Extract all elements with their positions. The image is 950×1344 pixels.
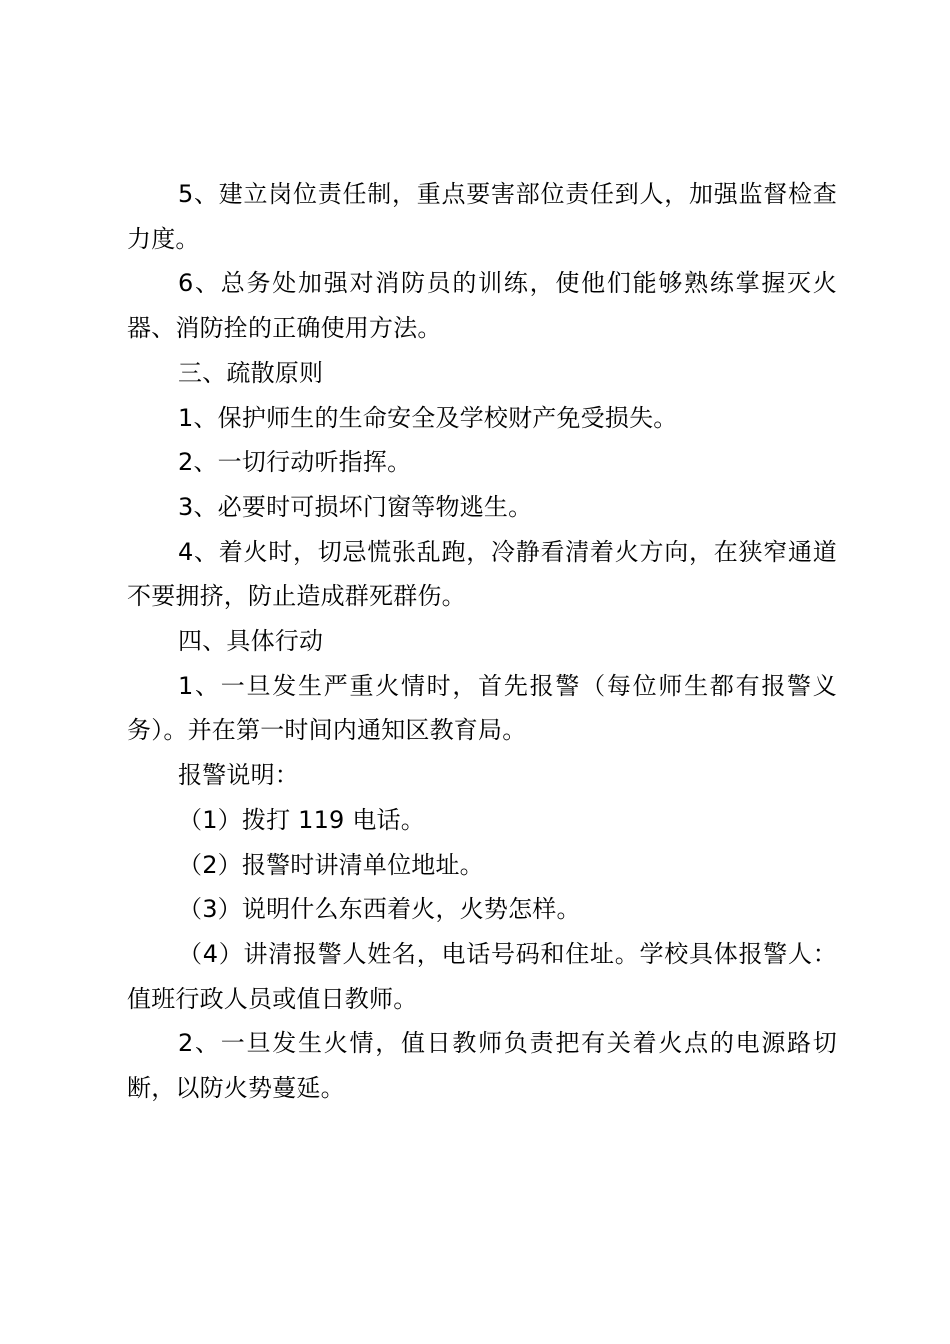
paragraph-evacuation-1: 1、保护师生的生命安全及学校财产免受损失。 <box>178 403 678 432</box>
paragraph-alarm-heading: 报警说明： <box>178 761 299 790</box>
paragraph-item-5-responsibility: 5、建立岗位责任制，重点要害部位责任到人，加强监督检查力度。 <box>127 180 837 253</box>
section-heading-evacuation: 三、疏散原则 <box>178 358 324 387</box>
paragraph-alarm-2: （2）报警时讲清单位地址。 <box>178 850 484 879</box>
document-body <box>127 172 837 1111</box>
paragraph-action-2: 2、一旦发生火情，值日教师负责把有关着火点的电源路切断，以防火势蔓延。 <box>127 1029 837 1103</box>
section-heading-actions: 四、具体行动 <box>178 627 324 656</box>
paragraph-alarm-1: （1）拨打 119 电话。 <box>178 805 425 834</box>
paragraph-alarm-4: （4）讲清报警人姓名，电话号码和住址。学校具体报警人：值班行政人员或值日教师。 <box>127 939 837 1013</box>
paragraph-evacuation-4: 4、着火时，切忌慌张乱跑，冷静看清着火方向，在狭窄通道不要拥挤，防止造成群死群伤。 <box>127 537 837 611</box>
paragraph-item-6-training: 6、总务处加强对消防员的训练，使他们能够熟练掌握灭火器、消防拴的正确使用方法。 <box>127 269 837 343</box>
paragraph-evacuation-2: 2、一切行动听指挥。 <box>178 448 412 477</box>
paragraph-action-1: 1、一旦发生严重火情时，首先报警（每位师生都有报警义务）。并在第一时间内通知区教育局。 <box>127 671 837 745</box>
paragraph-alarm-3: （3）说明什么东西着火，火势怎样。 <box>178 895 581 924</box>
paragraph-evacuation-3: 3、必要时可损坏门窗等物逃生。 <box>178 492 533 521</box>
